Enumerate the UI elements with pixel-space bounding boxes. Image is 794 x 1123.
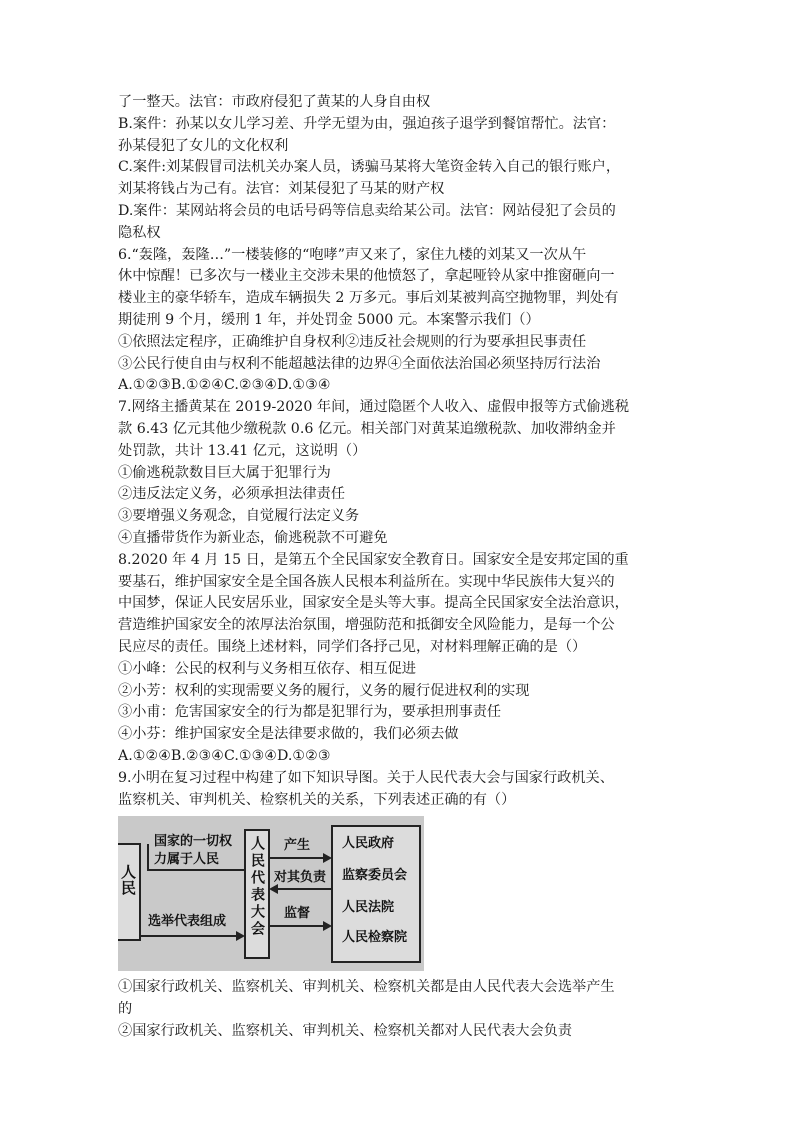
organ-government: 人民政府 (342, 836, 395, 852)
power-label-line2: 力属于人民 (154, 852, 220, 868)
exam-content (118, 92, 686, 1043)
organ-procuratorate: 人民检察院 (342, 930, 408, 946)
power-label-line1: 国家的一切权 (154, 834, 233, 850)
congress-label: 人民代表大会 (249, 836, 265, 939)
organ-court: 人民法院 (342, 900, 395, 916)
question-text-bottom (118, 977, 686, 1042)
election-arrow-head (236, 931, 245, 941)
text-line: ①国家行政机关、监察机关、审判机关、检察机关都是由人民代表大会选举产生 (118, 979, 615, 996)
text-line: ④直播带货作为新业态，偷逃税款不可避免 (118, 529, 388, 546)
text-line: C.案件:刘某假冒司法机关办案人员，诱骗马某将大笔资金转入自己的银行账户， (118, 159, 621, 176)
text-line: 处罚款，共计 13.41 亿元，这说明（） (118, 442, 367, 459)
text-line: 6.“轰隆，轰隆…”一楼装修的“咆哮”声又来了，家住九楼的刘某又一次从午 (118, 246, 587, 263)
text-line: 款 6.43 亿元其他少缴税款 0.6 亿元。相关部门对黄某追缴税款、加收滞纳金并 (118, 420, 616, 437)
text-line: 8.2020 年 4 月 15 日，是第五个全民国家安全教育日。国家安全是安邦定国的重 (118, 551, 629, 568)
text-line: ③公民行使自由与权利不能超越法律的边界④全面依法治国必须坚持厉行法治 (118, 355, 601, 372)
text-line: 休中惊醒！已多次与一楼业主交涉未果的他愤怒了，拿起哑铃从家中推窗砸向一 (118, 268, 615, 285)
text-line: ①偷逃税款数目巨大属于犯罪行为 (118, 464, 331, 481)
question-text-top (118, 92, 686, 811)
people-label: 人民 (119, 864, 137, 897)
text-line: A.①②③B.①②④C.②③④D.①③④ (118, 377, 331, 394)
text-line: 刘某将钱占为己有。法官：刘某侵犯了马某的财产权 (118, 181, 445, 198)
knowledge-diagram (118, 816, 424, 971)
text-line: B.案件：孙某以女儿学习差、升学无望为由，强迫孩子退学到餐馆帮忙。法官： (118, 115, 616, 132)
text-line: D.案件：某网站将会员的电话号码等信息卖给某公司。法官：网站侵犯了会员的 (118, 202, 616, 219)
text-line: ①依照法定程序，正确维护自身权利②违反社会规则的行为要承担民事责任 (118, 333, 587, 350)
text-line: 楼业主的豪华轿车，造成车辆损失 2 万多元。事后刘某被判高空抛物罪，判处有 (118, 290, 619, 307)
text-line: ③要增强义务观念，自觉履行法定义务 (118, 508, 360, 525)
supervise-arrow-head (323, 921, 332, 931)
responsible-label: 对其负责 (274, 870, 327, 886)
text-line: 9.小明在复习过程中构建了如下知识导图。关于人民代表大会与国家行政机关、 (118, 769, 614, 786)
election-label: 选举代表组成 (148, 914, 227, 930)
text-line: ①小峰：公民的权利与义务相互依存、相互促进 (118, 660, 416, 677)
text-line: 的 (118, 1001, 133, 1018)
text-line: 期徒刑 9 个月，缓刑 1 年，并处罚金 5000 元。本案警示我们（） (118, 311, 540, 328)
organ-supervision: 监察委员会 (342, 868, 408, 884)
text-line: 营造维护国家安全的浓厚法治氛围，增强防范和抵御安全风险能力，是每一个公 (118, 617, 615, 634)
text-line: 孙某侵犯了女儿的文化权利 (118, 137, 289, 154)
text-line: ②小芳：权利的实现需要义务的履行，义务的履行促进权利的实现 (118, 682, 530, 699)
text-line: 民应尽的责任。围绕上述材料，同学们各抒己见，对材料理解正确的是（） (118, 638, 587, 655)
text-line: ②违反法定义务，必须承担法律责任 (118, 486, 346, 503)
supervise-label: 监督 (284, 906, 311, 922)
text-line: 要基石，维护国家安全是全国各族人民根本利益所在。实现中华民族伟大复兴的 (118, 573, 615, 590)
text-line: 中国梦，保证人民安居乐业，国家安全是头等大事。提高全民国家安全法治意识， (118, 595, 629, 612)
text-line: ③小甫：危害国家安全的行为都是犯罪行为，要承担刑事责任 (118, 704, 502, 721)
text-line: A.①②④B.②③④C.①③④D.①②③ (118, 747, 331, 764)
text-line: ②国家行政机关、监察机关、审判机关、检察机关都对人民代表大会负责 (118, 1022, 573, 1039)
text-line: 7.网络主播黄某在 2019-2020 年间，通过隐匿个人收入、虚假申报等方式偷逃税 (118, 399, 630, 416)
text-line: ④小芬：维护国家安全是法律要求做的，我们必须去做 (118, 726, 459, 743)
text-line: 隐私权 (118, 224, 161, 241)
text-line: 监察机关、审判机关、检察机关的关系，下列表述正确的有（） (118, 791, 516, 808)
produce-arrow-head (323, 853, 332, 863)
text-line: 了一整天。法官：市政府侵犯了黄某的人身自由权 (118, 94, 431, 110)
produce-label: 产生 (284, 838, 311, 854)
